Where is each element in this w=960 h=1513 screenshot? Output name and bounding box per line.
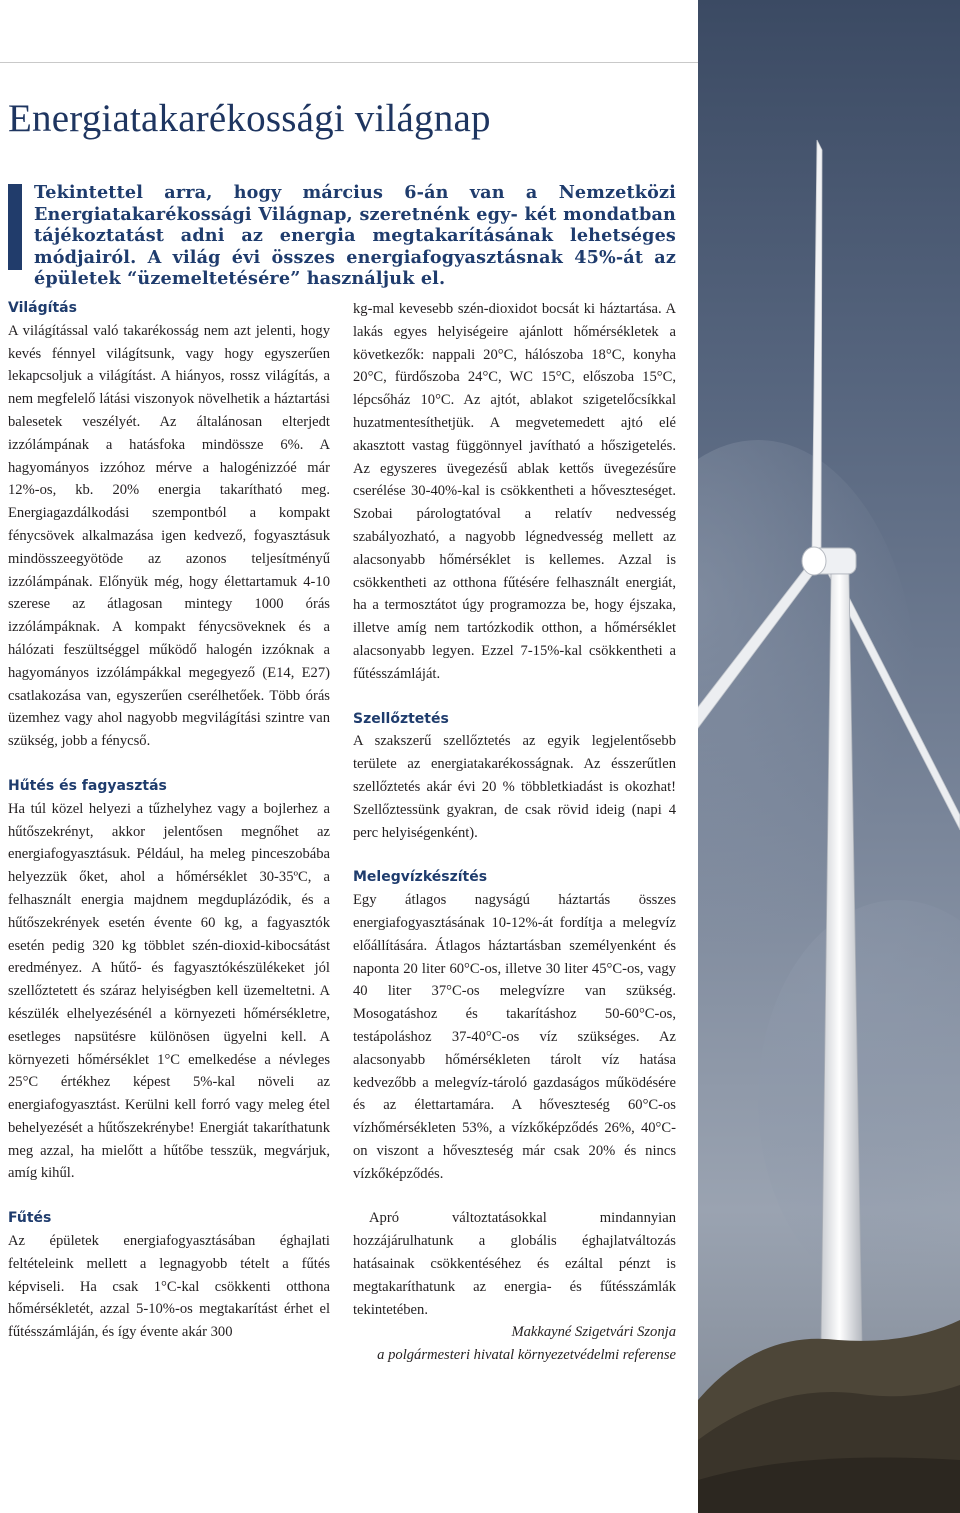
section-heading-melegviz: Melegvízkészítés xyxy=(353,869,488,886)
right-column xyxy=(353,298,676,1367)
left-column xyxy=(8,297,330,1344)
section-text-futes-continued: kg-mal kevesebb szén-dioxidot bocsát ki háztartása. A lakás egyes helyiségeire ajánlott hőmérsékletek a következők: nappali 20°C, hálószoba 18°C, konyha 20°C, fürdőszoba 24°C, WC 15°C, előszoba 15°C, lépcsőház 10°C. Az ajtót, ablakot szigetelőcsíkkal huzatmentesíthetjük. A megvetemedett ajtó elé akasztott vastag függönnyel javítható a hőszigetelés. Az egyszeres üvegezésű ablak kettős üvegezésűre cserélése 30-40%-kal is csökkentheti a hőveszteséget. Szobai párologtatóval a relatív nedvesség szabályozható, a nagyobb légnedvesség mellett az alacsonyabb hőmérséklet is kellemes. Azzal is csökkentheti az otthona fűtésére felhasznált energiát, ha a termosztátot úgy programozza be, hogy éjszaka, illetve amíg nem tartózkodik otthon, a hőmérséklet alacsonyabb legyen. Ezzel 7-15%-kal csökkentheti a fűtésszámláját. xyxy=(353,301,676,682)
lead-accent-bar xyxy=(8,184,22,270)
section-text-szellozes: A szakszerű szellőztetés az egyik legjelentősebb területe az energiatakarékosságnak. Az ésszerűtlen szellőztetés akár évi 20 % többletkiadást is okozhat! Szellőztessünk gyakran, de csak rövid ideig (napi 4 perc helyiségenként). xyxy=(353,733,676,841)
section-heading-vilagitas: Világítás xyxy=(8,300,77,316)
section-heading-szellozes: Szellőztetés xyxy=(353,710,449,727)
page-title: Energiatakarékossági világnap xyxy=(8,97,491,140)
top-rule xyxy=(0,62,698,63)
section-text-futes: Az épületek energiafogyasztásában éghajlati feltételeink mellett a legnagyobb tételt a fűtés képviseli. Ha csak 1°C-kal csökkenti otthona hőmérsékletét, azzal 5-10%-os megtakarítást érhet el fűtésszámláján, és így évente akár 300 xyxy=(8,1233,330,1341)
section-text-melegviz: Egy átlagos nagyságú háztartás összes energiafogyasztásának 10-12%-át fordítja a melegvíz előállítására. Átlagos háztartásban személyenként és naponta 20 liter 60°C-os, illetve 30 liter 45°C-os, vagy 40 liter 37°C-os melegvízre van szükség. Mosogatáshoz és takarításhoz 50-60°C-os, testápoláshoz 37-40°C-os víz szükséges. Az alacsonyabb hőmérsékleten tárolt víz hatása kedvezőbb a melegvíz-tároló gazdaságos működésére és az élettartamára. A hőveszteség 60°C-os vízhőmérsékleten 53%, a vízkőképződés 26%, 40°C-on viszont a hőveszteség már csak 20% és nincs vízkőképződés. xyxy=(353,892,676,1182)
closing-paragraph: Apró változtatásokkal mindannyian hozzájárulhatunk a globális éghajlatváltozás hatásainak csökkentéséhez és ezáltal pénzt is megtakaríthatunk az energia- és fűtésszámlák tekintetében. xyxy=(353,1210,676,1318)
section-heading-futes: Fűtés xyxy=(8,1210,52,1227)
section-heading-hutes: Hűtés és fagyasztás xyxy=(8,777,167,794)
section-text-hutes: Ha túl közel helyezi a tűzhelyhez vagy a bojlerhez a hűtőszekrényt, akkor jelentősen megnőhet az energiafogyasztásuk. Például, ha meleg pinceszobába helyezzük őket, ahol a hőmérséklet 30-35ºC, a felhasznált energia majdnem megduplázódik, és a hűtőszekrények esetén évente 60 kg, a fagyasztók esetén pedig 320 kg többlet szén-dioxid-kibocsátást eredményez. A hűtő- és fagyasztókészülékeket jól szellőztetett és száraz helyiségben kell üzemeltetni. A készülék elhelyezésénél a környezeti hőmérsékletre, esetleges napsütésre különösen ügyelni kell. A környezeti hőmérséklet 1°C emelkedése a névleges 25°C értékhez képest 5%-kal növeli az energiafogyasztást. Kerülni kell forró vagy meleg étel behelyezését a hűtőszekrénybe! Energiát takaríthatunk meg azzal, ha mielőtt a hűtőbe tesszük, megvárjuk, amíg kihűl. xyxy=(8,800,330,1182)
section-text-vilagitas: A világítással való takarékosság nem azt jelenti, hogy kevés fénnyel világítsunk, vagy hogy egyszerűen lekapcsoljuk a világítást. A hiányos, rossz világítás, a nem megfelelő látási viszonyok növelhetik a háztartási balesetek veszélyét. Az általánosan elterjedt izzólámpának a hatásfoka mindössze 6%. A hagyományos izzóhoz mérve a halogénizzóé már 12%-os, kb. 20% energia takarítható meg. Energiagazdálkodási szempontból a kompakt fénycsövek alkalmazása igen kedvező, fogyasztásuk mindösszeegyötöde az azonos teljesítményű izzólámpának. Előnyük még, hogy élettartamuk 4-10 szerese az átlagosan mintegy 1000 órás izzólámpáknak. A kompakt fénycsöveknek és a hálózati feszültséggel működő halogén izzóknak a hagyományos izzólámpákkal megegyező (E14, E27) csatlakozása van, egyszerűen cserélhetőek. Több órás üzemhez vagy ahol nagyobb megvilágítási szintre van szükség, jobb a fénycső. xyxy=(8,322,330,750)
wind-turbine-photo xyxy=(698,0,960,1513)
signature-name: Makkayné Szigetvári Szonja xyxy=(511,1324,676,1341)
signature-role: a polgármesteri hivatal környezetvédelmi referense xyxy=(377,1347,676,1364)
lead-paragraph: Tekintettel arra, hogy március 6-án van a Nemzetközi Energiatakarékossági Világnap, szeretnénk egy- két mondatban tájékoztatást adni az energia megtakarításának lehetséges módjairól. A világ évi összes energiafogyasztásnak 45%-át az épületek “üzemeltetésére” használjuk el. xyxy=(34,182,676,290)
